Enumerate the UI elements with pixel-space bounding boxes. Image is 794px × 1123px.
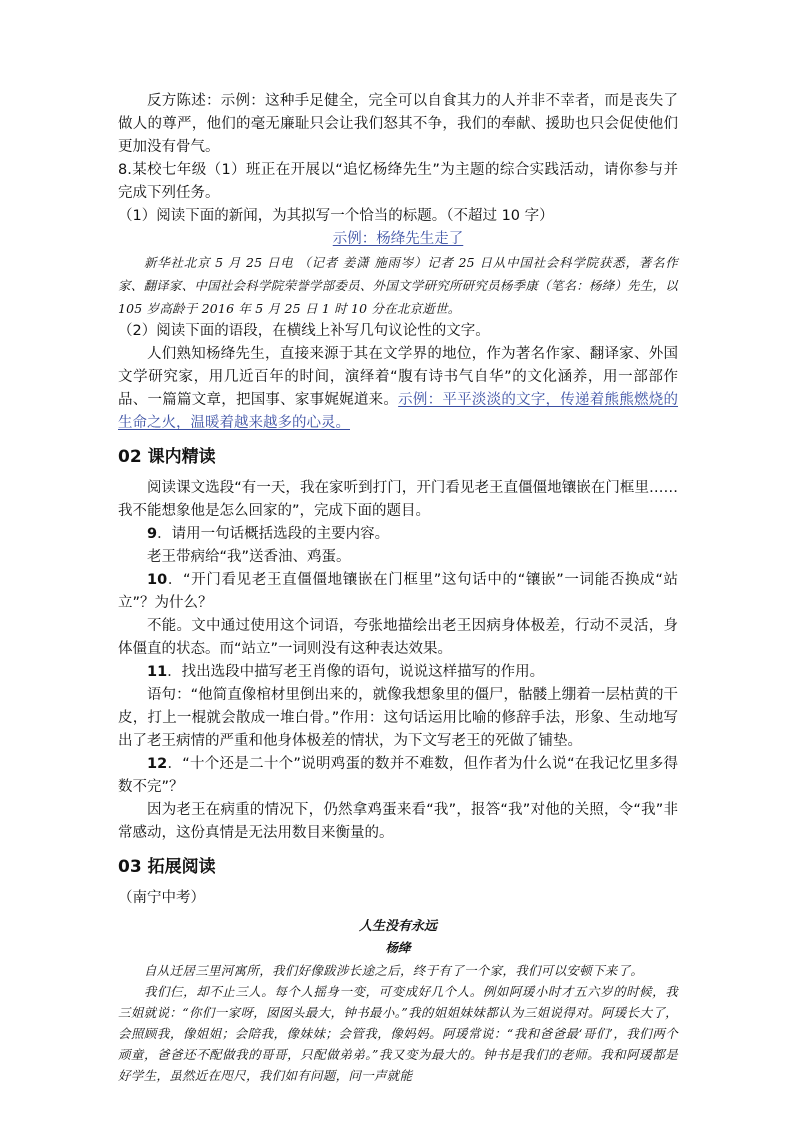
story-paragraph-2: 我们仨，却不止三人。每个人摇身一变，可变成好几个人。例如阿瑗小时才五六岁的时候，我三姐就说：“你们一家呀，囡囡头最大，钟书最小。”我的姐姐妹妹都认为三姐说得对。阿瑗长大了，会照顾我，像姐姐；会陪我，像妹妹；会管我，像妈妈。阿瑗常说：“我和爸爸最‘哥们’，我们两个顽童，爸爸还不配做我的哥哥，只配做弟弟。”我又变为最大的。钟书是我们的老师。我和阿瑗都是好学生，虽然近在咫尺，我们如有问题，问一声就能 bbox=[118, 984, 678, 1083]
question-12-number: 12 bbox=[147, 756, 168, 772]
story-author: 杨绛 bbox=[385, 940, 411, 955]
answer-12: 因为老王在病重的情况下，仍然拿鸡蛋来看“我”，报答“我”对他的关照，令“我”非常感动，这份真情是无法用数目来衡量的。 bbox=[118, 802, 678, 841]
story-title: 人生没有永远 bbox=[358, 919, 437, 934]
question-8-task-1: （1）阅读下面的新闻，为其拟写一个恰当的标题。（不超过 10 字） bbox=[118, 208, 554, 224]
question-8-intro: 8.某校七年级（1）班正在开展以“追忆杨绛先生”为主题的综合实践活动，请你参与并完成下列任务。 bbox=[118, 162, 678, 201]
section-03-heading: 03 拓展阅读 bbox=[118, 857, 216, 877]
question-11 bbox=[118, 661, 678, 684]
news-paragraph: 新华社北京 5 月 25 日电 （记者 姜潇 施雨岑）记者 25 日从中国社会科学院获悉，著名作家、翻译家、中国社会科学院荣誉学部委员、外国文学研究所研究员杨季康（笔名：杨绛）先生，以 105 岁高龄于 2016 年 5 月 25 日 1 时 10 分在北京逝世。 bbox=[118, 255, 678, 316]
question-12 bbox=[118, 753, 678, 799]
document-page bbox=[118, 90, 678, 1086]
answer-9: 老王带病给“我”送香油、鸡蛋。 bbox=[147, 549, 351, 565]
question-10-number: 10 bbox=[147, 572, 168, 588]
answer-headline-row bbox=[118, 228, 678, 251]
answer-commentary: 示例：平平淡淡的文字，传递着熊熊燃烧的生命之火，温暖着越来越多的心灵。 bbox=[118, 392, 679, 431]
question-8-task-2: （2）阅读下面的语段，在横线上补写几句议论性的文字。 bbox=[118, 323, 490, 339]
answer-headline: 示例：杨绛先生走了 bbox=[332, 231, 464, 247]
answer-10: 不能。文中通过使用这个词语，夸张地描绘出老王因病身体极差，行动不灵活，身体僵直的状态。而“站立”一词则没有这种表达效果。 bbox=[118, 618, 678, 657]
source-note: （南宁中考） bbox=[118, 890, 205, 906]
passage-text: 人们熟知杨绛先生，直接来源于其在文学界的地位，作为著名作家、翻译家、外国文学研究家，用几近百年的时间，演绎着“腹有诗书气自华”的文化涵养，用一部部作品、一篇篇文章，把国事、家事娓娓道来。 bbox=[118, 346, 678, 408]
section-02-intro: 阅读课文选段“有一天，我在家听到打门，开门看见老王直僵僵地镶嵌在门框里……我不能想象他是怎么回家的”，完成下面的题目。 bbox=[118, 480, 678, 519]
question-10 bbox=[118, 569, 678, 615]
question-9-text: ．请用一句话概括选段的主要内容。 bbox=[157, 526, 390, 542]
rebuttal-paragraph: 反方陈述：示例：这种手足健全，完全可以自食其力的人并非不幸者，而是丧失了做人的尊严，他们的毫无廉耻只会让我们怒其不争，我们的奉献、援助也只会促使他们更加没有骨气。 bbox=[118, 93, 678, 155]
question-9 bbox=[118, 523, 678, 546]
question-10-text: ．“开门看见老王直僵僵地镶嵌在门框里”这句话中的“镶嵌”一词能否换成“站立”？为什么？ bbox=[118, 572, 678, 611]
answer-11: 语句：“他简直像棺材里倒出来的，就像我想象里的僵尸，骷髅上绷着一层枯黄的干皮，打上一棍就会散成一堆白骨。”作用：这句话运用比喻的修辞手法，形象、生动地写出了老王病情的严重和他身体极差的情状，为下文写老王的死做了铺垫。 bbox=[118, 687, 678, 749]
section-02-heading: 02 课内精读 bbox=[118, 447, 216, 467]
question-11-text: ．找出选段中描写老王肖像的语句，说说这样描写的作用。 bbox=[167, 664, 545, 680]
question-9-number: 9 bbox=[147, 526, 158, 542]
question-11-number: 11 bbox=[147, 664, 168, 680]
question-12-text: ．“十个还是二十个”说明鸡蛋的数并不难数，但作者为什么说“在我记忆里多得数不完”？ bbox=[118, 756, 678, 795]
story-paragraph-1: 自从迁居三里河寓所，我们好像跋涉长途之后，终于有了一个家，我们可以安顿下来了。 bbox=[144, 963, 644, 978]
passage-paragraph bbox=[118, 343, 678, 435]
